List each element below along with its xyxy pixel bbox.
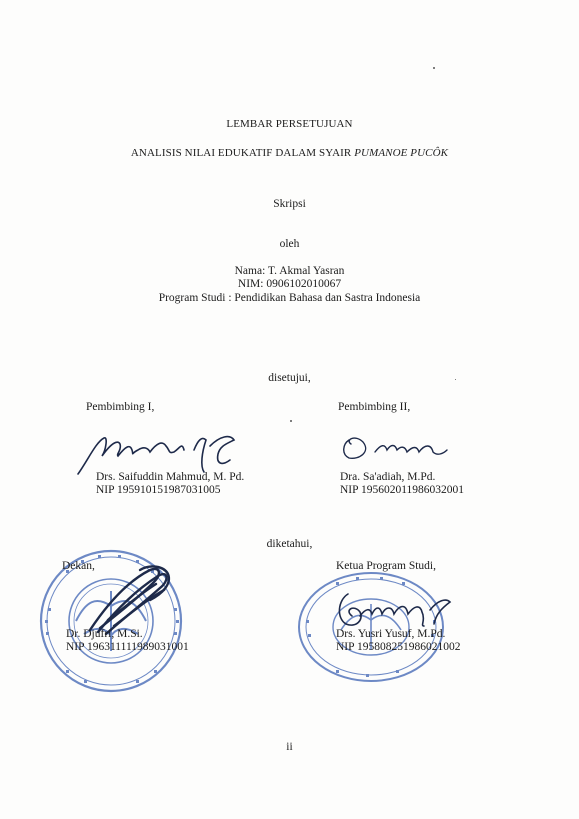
scan-speck: [290, 420, 292, 422]
page-number: ii: [286, 741, 293, 753]
advisor1-role: Pembimbing I,: [86, 401, 155, 413]
advisor1-name: Drs. Saifuddin Mahmud, M. Pd.: [96, 471, 245, 483]
thesis-title-italic: PUMANOE PUCÔK: [354, 147, 449, 159]
author-name: Nama: T. Akmal Yasran: [234, 265, 345, 277]
dean-role: Dekan,: [62, 560, 95, 572]
scan-speck: [455, 379, 456, 380]
program-head-signature: [330, 586, 455, 631]
program-head-role: Ketua Program Studi,: [336, 560, 436, 572]
advisor2-role: Pembimbing II,: [338, 401, 411, 413]
author-nim: NIM: 0906102010067: [237, 278, 342, 290]
study-program: Program Studi : Pendidikan Bahasa dan Sastra Indonesia: [158, 292, 421, 304]
advisor1-nip: NIP 195910151987031005: [96, 484, 221, 496]
advisor2-name: Dra. Sa'adiah, M.Pd.: [340, 471, 436, 483]
approval-heading: LEMBAR PERSETUJUAN: [226, 118, 353, 130]
document-type: Skripsi: [273, 198, 306, 210]
by-label: oleh: [279, 238, 300, 250]
scan-speck: [433, 67, 435, 69]
program-head-name: Drs. Yusri Yusuf, M.Pd.: [336, 628, 446, 640]
program-head-nip: NIP 195808251986021002: [336, 641, 461, 653]
advisor2-signature: [335, 430, 455, 466]
acknowledged-label: diketahui,: [266, 538, 313, 550]
approved-label: disetujui,: [268, 372, 311, 384]
thesis-title: [0, 147, 579, 160]
dean-nip: NIP 196311111989031001: [66, 641, 189, 653]
dean-name: Dr. Djufri, M.Si.: [66, 628, 143, 640]
thesis-title-text: ANALISIS NILAI EDUKATIF DALAM SYAIR: [130, 147, 352, 159]
advisor2-nip: NIP 195602011986032001: [340, 484, 465, 496]
